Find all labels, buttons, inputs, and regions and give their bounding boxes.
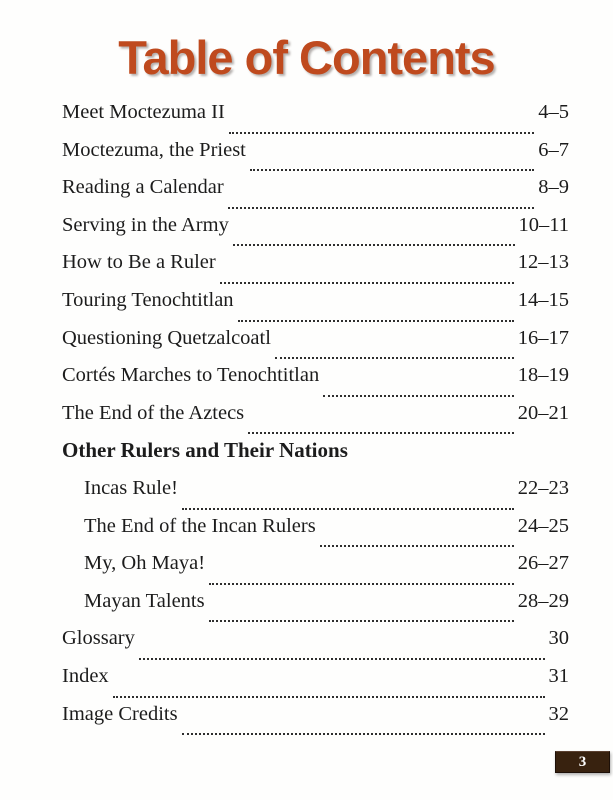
toc-entry-pages: 4–5 [538,101,569,123]
toc-dot-leader [113,696,545,698]
toc-dot-leader [229,132,534,134]
toc-entry [62,401,569,439]
toc-entry-pages: 16–17 [517,326,569,349]
toc-entry-label: Touring Tenochtitlan [62,288,234,311]
toc-entry-pages: 6–7 [538,138,569,161]
toc-entry [62,213,569,251]
toc-entry-label: Cortés Marches to Tenochtitlan [62,364,320,387]
toc-list [62,100,569,739]
page-number-badge [555,751,610,773]
toc-dot-leader [233,244,515,246]
toc-entry-pages: 24–25 [517,514,569,537]
toc-entry-pages: 28–29 [517,589,569,612]
toc-entry-label: Incas Rule! [84,476,178,499]
toc-entry-pages: 14–15 [517,288,569,311]
toc-entry [62,138,569,176]
toc-dot-leader [250,169,534,171]
toc-entry [62,326,569,364]
toc-entry [62,589,569,627]
toc-entry-pages: 18–19 [517,364,569,387]
toc-entry-label: Reading a Calendar [62,176,224,199]
toc-entry [62,100,569,138]
toc-entry-pages: 22–23 [517,476,569,499]
page-title: Table of Contents [118,31,495,84]
toc-entry-label: The End of the Incan Rulers [84,514,316,537]
toc-entry [62,175,569,213]
toc-section-label: Other Rulers and Their Nations [62,438,348,463]
toc-entry-label: Questioning Quetzalcoatl [62,326,271,349]
toc-entry-pages: 20–21 [517,401,569,424]
toc-entry [62,250,569,288]
toc-entry-label: Image Credits [62,702,178,725]
toc-entry-pages: 32 [548,702,569,725]
toc-dot-leader [275,357,514,359]
toc-dot-leader [228,207,535,209]
toc-section-header [62,438,569,476]
page-number: 3 [578,753,587,770]
toc-entry-pages: 26–27 [517,552,569,575]
toc-dot-leader [182,733,545,735]
toc-entry-label: Serving in the Army [62,213,229,236]
toc-dot-leader [323,395,514,397]
toc-entry [62,664,569,702]
toc-entry [62,363,569,401]
toc-entry-pages: 31 [548,664,569,687]
toc-entry-label: My, Oh Maya! [84,552,206,575]
toc-dot-leader [238,320,514,322]
toc-dot-leader [209,620,514,622]
toc-entry-pages: 10–11 [518,213,569,236]
toc-entry [62,551,569,589]
toc-entry [62,514,569,552]
toc-entry [62,476,569,514]
toc-entry-pages: 8–9 [538,176,569,199]
toc-dot-leader [320,545,514,547]
toc-entry-label: The End of the Aztecs [62,401,245,424]
toc-entry-label: Mayan Talents [84,589,205,612]
toc-dot-leader [220,282,514,284]
toc-entry-label: Index [62,664,109,687]
toc-entry-label: How to Be a Ruler [62,251,216,274]
toc-entry-pages: 12–13 [517,251,569,274]
toc-entry-label: Glossary [62,627,135,650]
toc-dot-leader [139,658,545,660]
toc-entry [62,288,569,326]
toc-entry [62,626,569,664]
toc-entry-label: Moctezuma, the Priest [62,138,246,161]
toc-entry [62,702,569,740]
toc-entry-pages: 30 [548,627,569,650]
toc-dot-leader [248,432,514,434]
toc-dot-leader [182,508,514,510]
toc-entry-label: Meet Moctezuma II [62,101,225,123]
toc-dot-leader [209,583,514,585]
